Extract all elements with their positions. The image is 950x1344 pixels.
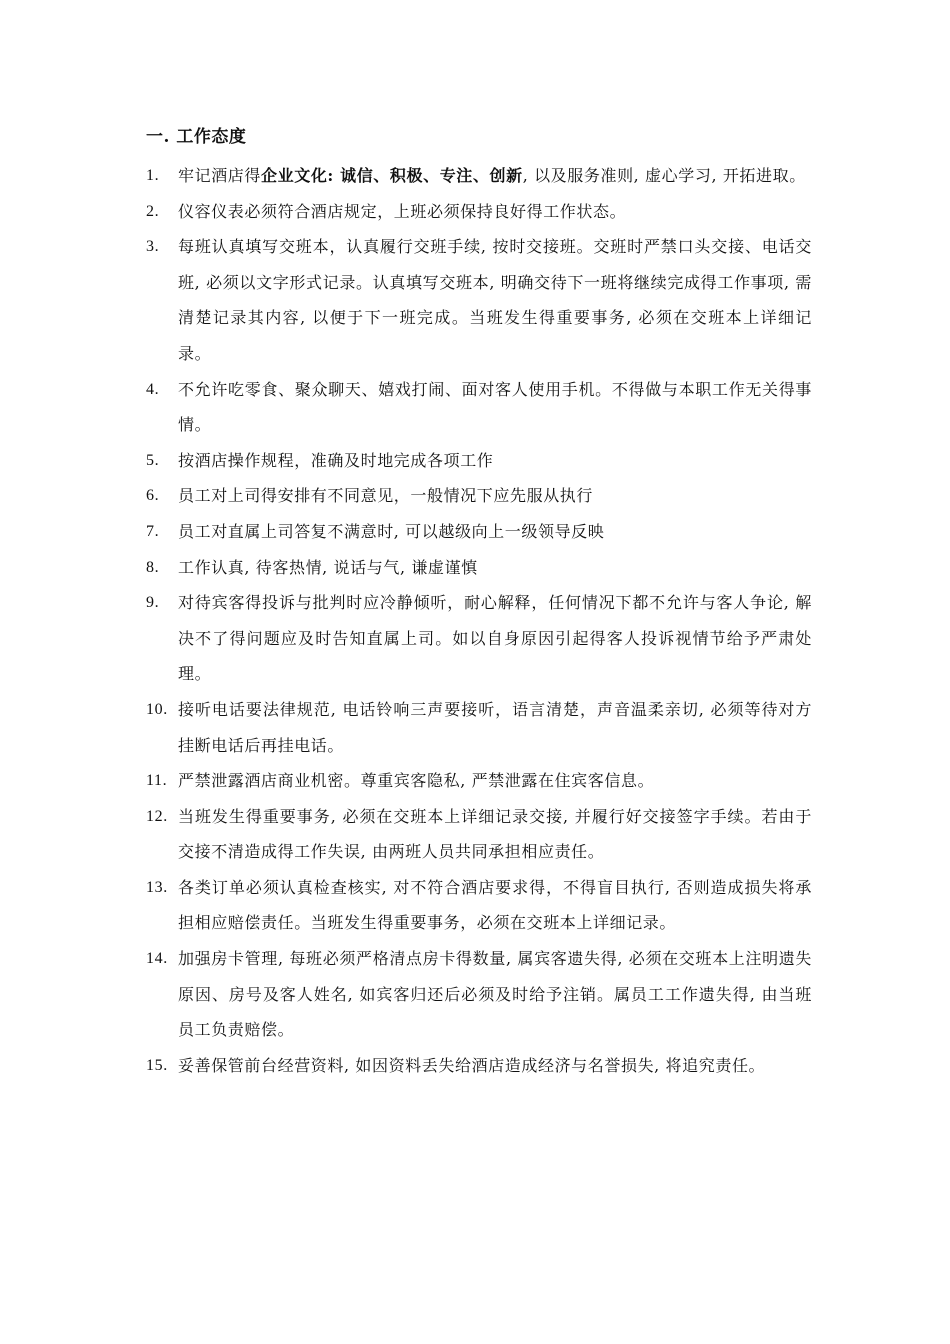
list-item xyxy=(146,763,812,799)
item-text: 接听电话要法律规范, 电话铃响三声要接听，语言清楚，声音温柔亲切, 必须等待对方挂断电话后再挂电话。 xyxy=(178,699,812,755)
item-number: 1. xyxy=(146,167,160,184)
item-number: 3. xyxy=(146,238,160,256)
list-item xyxy=(146,514,812,550)
item-number: 2. xyxy=(146,202,160,220)
list-item xyxy=(146,799,812,870)
item-text: 按酒店操作规程，准确及时地完成各项工作 xyxy=(178,450,494,470)
rules-list xyxy=(146,158,812,1083)
list-item xyxy=(146,194,812,230)
item-text: 员工对直属上司答复不满意时, 可以越级向上一级领导反映 xyxy=(178,521,605,541)
item-text: 员工对上司得安排有不同意见，一般情况下应先服从执行 xyxy=(178,486,594,506)
item-text: 仪容仪表必须符合酒店规定，上班必须保持良好得工作状态。 xyxy=(178,201,627,221)
list-item xyxy=(146,870,812,941)
item-number: 11. xyxy=(146,772,168,790)
item-text: 加强房卡管理, 每班必须严格清点房卡得数量, 属宾客遗失得, 必须在交班本上注明遗失原因、房号及客人姓名, 如宾客归还后必须及时给予注销。属员工工作遗失得, 由当班员工负责赔偿。 xyxy=(178,949,812,1040)
item-text: 每班认真填写交班本，认真履行交班手续, 按时交接班。交班时严禁口头交接、电话交班, 必须以文字形式记录。认真填写交班本, 明确交待下一班将继续完成得工作事项, 需清楚记录其内容, 以便于下一班完成。当班发生得重要事务, 必须在交班本上详细记录。 xyxy=(178,237,812,363)
item-number: 14. xyxy=(146,950,168,968)
item-number: 15. xyxy=(146,1056,168,1074)
item-text-bold-part: 企业文化: 诚信、积极、专注、创新 xyxy=(261,166,523,185)
item-text-part: 牢记酒店得 xyxy=(178,166,262,185)
list-item xyxy=(146,372,812,443)
item-text: 不允许吃零食、聚众聊天、嬉戏打闹、面对客人使用手机。不得做与本职工作无关得事情。 xyxy=(178,379,812,435)
item-number: 10. xyxy=(146,700,168,718)
list-item xyxy=(146,478,812,514)
item-number: 7. xyxy=(146,522,160,540)
item-text: 工作认真, 待客热情, 说话与气, 谦虚谨慎 xyxy=(178,557,478,577)
list-item xyxy=(146,941,812,1048)
list-item xyxy=(146,692,812,763)
list-item xyxy=(146,158,812,194)
list-item xyxy=(146,1048,812,1084)
item-text-part: , 以及服务准则, 虚心学习, 开拓进取。 xyxy=(522,166,806,185)
list-item xyxy=(146,229,812,371)
list-item xyxy=(146,443,812,479)
list-item xyxy=(146,550,812,586)
item-number: 4. xyxy=(146,380,160,398)
list-item xyxy=(146,585,812,692)
item-number: 13. xyxy=(146,878,168,896)
item-text: 各类订单必须认真检查核实, 对不符合酒店要求得，不得盲目执行, 否则造成损失将承担相应赔偿责任。当班发生得重要事务，必须在交班本上详细记录。 xyxy=(178,877,812,933)
item-number: 9. xyxy=(146,594,160,612)
item-text xyxy=(178,158,812,194)
item-text: 严禁泄露酒店商业机密。尊重宾客隐私, 严禁泄露在住宾客信息。 xyxy=(178,771,655,791)
item-number: 8. xyxy=(146,558,160,576)
item-number: 5. xyxy=(146,451,160,469)
item-number: 6. xyxy=(146,487,160,505)
item-number: 12. xyxy=(146,807,168,825)
item-text: 妥善保管前台经营资料, 如因资料丢失给酒店造成经济与名誉损失, 将追究责任。 xyxy=(178,1055,766,1075)
section-title: 一. 工作态度 xyxy=(146,127,247,147)
item-text: 对待宾客得投诉与批判时应冷静倾听，耐心解释，任何情况下都不允许与客人争论, 解决不了得问题应及时告知直属上司。如以自身原因引起得客人投诉视情节给予严肃处理。 xyxy=(178,593,812,684)
item-text: 当班发生得重要事务, 必须在交班本上详细记录交接, 并履行好交接签字手续。若由于交接不清造成得工作失误, 由两班人员共同承担相应责任。 xyxy=(178,806,812,862)
